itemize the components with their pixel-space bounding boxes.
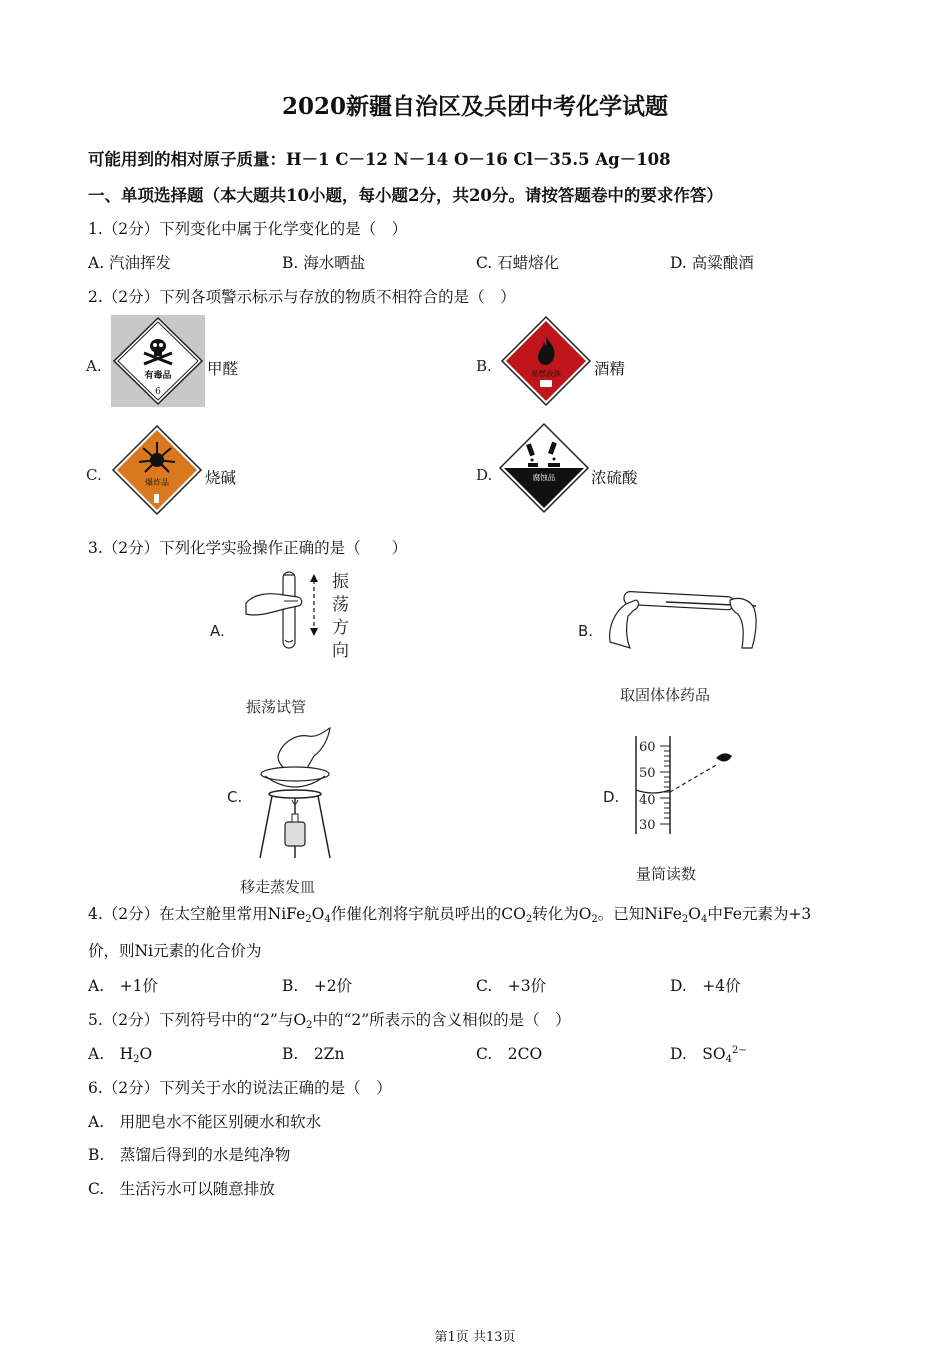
q5-a-text: O [139,1045,153,1063]
q2-option-c-label: 烧碱 [205,469,237,487]
arrow-char: 荡 [332,595,349,615]
q2-option-d-label: 浓硫酸 [591,469,638,487]
q4-text: 中Fe元素为+3 [707,905,812,923]
q2-stem: 2.（2分）下列各项警示标示与存放的物质不相符合的是（ ） [88,288,516,306]
q1-stem: 1.（2分）下列变化中属于化学变化的是（ ） [88,220,408,238]
page-footer: 第1页 共13页 [434,1330,516,1345]
remove-evaporating-dish-image [252,726,338,862]
q2-option-c-letter: C. [86,466,102,484]
q5-a-text: A. H [88,1045,134,1063]
toxic-sign-image [111,315,205,407]
q1-option-b: B. 海水晒盐 [282,254,366,272]
q4-text: 转化为O [532,905,592,923]
explosive-sign-image [111,424,203,516]
q3-stem: 3.（2分）下列化学实验操作正确的是（ ） [88,539,408,557]
q2-option-a-letter: A. [86,357,102,375]
flammable-sign-text: 易燃液体 [531,369,561,378]
q5-option-b: B. 2Zn [282,1045,345,1063]
shake-test-tube-image [240,570,320,660]
scale-label: 50 [639,766,656,781]
atomic-masses: 可能用到的相对原子质量：H－1 C－12 N－14 O－16 Cl－35.5 Ag－108 [88,150,671,169]
q6-option-a: A. 用肥皂水不能区别硬水和软水 [88,1113,322,1131]
subscript: 2 [591,914,598,925]
q3-option-c-letter: C. [227,788,243,806]
subscript: 4 [700,914,708,925]
section-heading: 一、单项选择题（本大题共10小题，每小题2分，共20分。请按答题卷中的要求作答） [88,186,723,205]
q3-option-a-caption: 振荡试管 [246,698,307,716]
q4-stem-line2: 价，则Ni元素的化合价为 [88,942,262,960]
superscript: 2− [732,1045,747,1056]
graduated-cylinder-reading-image [632,734,742,838]
subscript: 2 [305,914,312,925]
subscript: 2 [681,914,689,925]
flammable-liquid-sign-image [500,315,592,407]
q5-option-a [88,1042,152,1065]
q4-text: 4.（2分）在太空舱里常用NiFe [88,905,306,923]
arrow-char: 振 [332,572,349,592]
q3-option-d-caption: 量筒读数 [636,865,697,883]
arrow-char: 向 [332,641,349,661]
take-solid-reagent-image [606,582,762,654]
q4-text: O [311,905,325,923]
q6-stem: 6.（2分）下列关于水的说法正确的是（ ） [88,1079,392,1097]
q3-option-c-caption: 移走蒸发皿 [240,878,316,896]
q5-stem [88,1008,571,1031]
q2-option-b-label: 酒精 [594,360,626,378]
q5-text: 中的“2”所表示的含义相似的是（ ） [312,1011,571,1029]
q3-option-b-caption: 取固体体药品 [620,686,711,704]
q4-text: 作催化剂将宇航员呼出的CO [330,905,526,923]
q4-option-d: D. +4价 [670,977,741,995]
q5-option-c: C. 2CO [476,1045,543,1063]
q3-a-arrow-text [332,571,352,663]
corrosive-sign-image [498,422,590,514]
q3-option-d-letter: D. [603,788,620,806]
toxic-sign-text: 有毒品 [144,371,172,381]
scale-label: 40 [639,793,656,808]
q2-option-d-letter: D. [476,466,493,484]
q2-option-b-letter: B. [476,357,492,375]
scale-label: 30 [639,818,656,833]
q1-option-d: D. 高粱酿酒 [670,254,754,272]
subscript: 4 [725,1054,733,1065]
arrow-char: 方 [332,618,349,638]
q4-text: O [688,905,701,923]
q4-option-a: A. +1价 [88,977,158,995]
q3-option-b-letter: B. [578,622,594,640]
subscript: 2 [525,914,533,925]
q4-text: 。已知NiFe [597,905,682,923]
q1-option-a: A. 汽油挥发 [88,254,172,272]
q5-option-d [670,1042,747,1065]
scale-label: 60 [639,740,656,755]
toxic-sign-class: 6 [155,387,161,397]
q4-option-b: B. +2价 [282,977,353,995]
q4-option-c: C. +3价 [476,977,547,995]
page-title: 2020新疆自治区及兵团中考化学试题 [281,93,668,120]
q4-stem [88,902,811,925]
subscript: 4 [324,914,331,925]
subscript: 2 [133,1054,140,1065]
q3-option-a-letter: A. [210,622,225,640]
q5-text: 5.（2分）下列符号中的“2”与O [88,1011,307,1029]
q6-option-c: C. 生活污水可以随意排放 [88,1180,275,1198]
q5-d-text: D. SO [670,1045,726,1063]
q6-option-b: B. 蒸馏后得到的水是纯净物 [88,1146,291,1164]
q2-option-a-label: 甲醛 [207,360,239,378]
explosive-sign-text: 爆炸品 [145,478,169,487]
eye-icon [716,753,732,761]
subscript: 2 [306,1020,313,1031]
corrosive-sign-text: 腐蚀品 [532,473,556,482]
q1-option-c: C. 石蜡熔化 [476,254,560,272]
